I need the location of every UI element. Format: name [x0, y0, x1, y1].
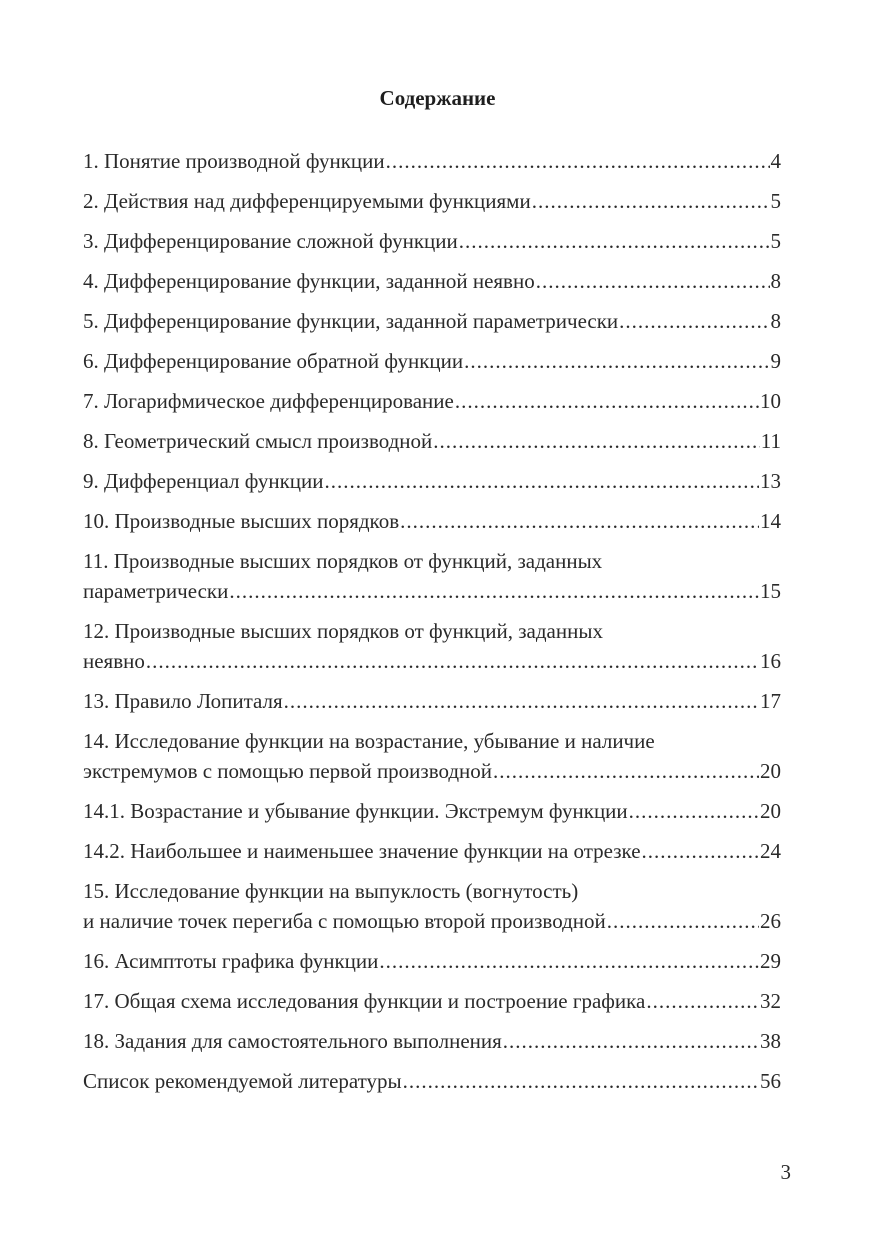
toc-entry-line — [83, 186, 781, 216]
toc-entry-line — [83, 546, 781, 576]
toc-entry[interactable] — [83, 386, 781, 416]
dot-leader — [284, 686, 759, 716]
toc-entry-page: 13 — [760, 469, 781, 493]
toc-entry[interactable] — [83, 146, 781, 176]
toc-entry-title: 9. Дифференциал функции — [83, 469, 324, 493]
toc-entry-title: 5. Дифференцирование функции, заданной параметрически — [83, 309, 619, 333]
dot-leader — [642, 836, 759, 866]
toc-entry[interactable] — [83, 1066, 781, 1096]
table-of-contents — [83, 146, 781, 1106]
toc-entry-page: 20 — [760, 759, 781, 783]
dot-leader — [629, 796, 759, 826]
toc-entry-page: 5 — [770, 189, 781, 213]
toc-entry-page: 29 — [760, 949, 781, 973]
toc-entry-title: 14. Исследование функции на возрастание, убывание и наличие — [83, 729, 655, 753]
toc-entry-page: 26 — [760, 909, 781, 933]
toc-entry-title: 8. Геометрический смысл производной — [83, 429, 433, 453]
toc-entry-line — [83, 796, 781, 826]
dot-leader — [459, 226, 770, 256]
toc-entry-line — [83, 986, 781, 1016]
toc-entry-line — [83, 836, 781, 866]
toc-entry-title: 1. Понятие производной функции — [83, 149, 385, 173]
toc-entry[interactable] — [83, 616, 781, 676]
dot-leader — [379, 946, 759, 976]
toc-entry-page: 24 — [760, 839, 781, 863]
toc-entry-line — [83, 946, 781, 976]
toc-entry-title: 16. Асимптоты графика функции — [83, 949, 379, 973]
toc-entry-line — [83, 616, 781, 646]
toc-entry-title: 13. Правило Лопиталя — [83, 689, 283, 713]
dot-leader — [455, 386, 759, 416]
toc-entry-line — [83, 1066, 781, 1096]
dot-leader — [493, 756, 759, 786]
toc-entry-title: 3. Дифференцирование сложной функции — [83, 229, 458, 253]
toc-entry[interactable] — [83, 466, 781, 496]
toc-entry[interactable] — [83, 876, 781, 936]
toc-entry-page: 14 — [760, 509, 781, 533]
toc-entry[interactable] — [83, 986, 781, 1016]
toc-entry-title: 12. Производные высших порядков от функций, заданных — [83, 619, 603, 643]
toc-entry[interactable] — [83, 226, 781, 256]
dot-leader — [403, 1066, 759, 1096]
toc-entry[interactable] — [83, 346, 781, 376]
toc-entry[interactable] — [83, 506, 781, 536]
toc-entry-page: 4 — [770, 149, 781, 173]
toc-entry-line — [83, 726, 781, 756]
toc-entry-line — [83, 426, 781, 456]
toc-entry-title: 18. Задания для самостоятельного выполнения — [83, 1029, 502, 1053]
toc-entry-line — [83, 146, 781, 176]
toc-entry-page: 16 — [760, 649, 781, 673]
toc-entry-page: 56 — [760, 1069, 781, 1093]
toc-entry-page: 15 — [760, 579, 781, 603]
toc-entry[interactable] — [83, 426, 781, 456]
toc-entry-line — [83, 906, 781, 936]
toc-entry-title: и наличие точек перегиба с помощью второй производной — [83, 909, 606, 933]
toc-entry-line — [83, 576, 781, 606]
toc-entry-page: 17 — [760, 689, 781, 713]
toc-entry-title: параметрически — [83, 579, 229, 603]
toc-entry[interactable] — [83, 726, 781, 786]
dot-leader — [464, 346, 769, 376]
toc-entry-page: 38 — [760, 1029, 781, 1053]
dot-leader — [503, 1026, 759, 1056]
toc-entry-line — [83, 1026, 781, 1056]
toc-entry-title: неявно — [83, 649, 145, 673]
dot-leader — [386, 146, 770, 176]
dot-leader — [607, 906, 759, 936]
toc-entry[interactable] — [83, 306, 781, 336]
toc-entry-page: 8 — [770, 269, 781, 293]
toc-entry-page: 20 — [760, 799, 781, 823]
dot-leader — [536, 266, 770, 296]
dot-leader — [619, 306, 769, 336]
toc-entry-title: 17. Общая схема исследования функции и построение графика — [83, 989, 646, 1013]
toc-entry-line — [83, 876, 781, 906]
toc-entry-title: 14.2. Наибольшее и наименьшее значение функции на отрезке — [83, 839, 641, 863]
toc-entry-line — [83, 226, 781, 256]
toc-entry-page: 8 — [770, 309, 781, 333]
dot-leader — [433, 426, 759, 456]
toc-entry-title: Список рекомендуемой литературы — [83, 1069, 402, 1093]
dot-leader — [325, 466, 760, 496]
toc-entry-title: 2. Действия над дифференцируемыми функциями — [83, 189, 531, 213]
toc-entry-title: 10. Производные высших порядков — [83, 509, 400, 533]
toc-entry-title: 6. Дифференцирование обратной функции — [83, 349, 464, 373]
toc-entry[interactable] — [83, 946, 781, 976]
toc-entry-line — [83, 346, 781, 376]
toc-entry-page: 11 — [760, 429, 781, 453]
toc-entry-line — [83, 266, 781, 296]
dot-leader — [532, 186, 770, 216]
toc-entry[interactable] — [83, 186, 781, 216]
toc-entry-line — [83, 686, 781, 716]
toc-entry-line — [83, 386, 781, 416]
toc-entry[interactable] — [83, 686, 781, 716]
toc-entry-title: 11. Производные высших порядков от функций, заданных — [83, 549, 603, 573]
dot-leader — [146, 646, 759, 676]
toc-entry-page: 5 — [770, 229, 781, 253]
toc-entry-title: 7. Логарифмическое дифференцирование — [83, 389, 454, 413]
toc-entry[interactable] — [83, 796, 781, 826]
dot-leader — [400, 506, 759, 536]
toc-entry-title: 4. Дифференцирование функции, заданной неявно — [83, 269, 535, 293]
dot-leader — [229, 576, 759, 606]
toc-entry-line — [83, 466, 781, 496]
toc-entry-line — [83, 756, 781, 786]
toc-entry-line — [83, 646, 781, 676]
toc-entry-title: 15. Исследование функции на выпуклость (вогнутость) — [83, 879, 579, 903]
toc-entry-page: 32 — [760, 989, 781, 1013]
toc-entry-page: 10 — [760, 389, 781, 413]
page-number: 3 — [780, 1160, 791, 1184]
toc-entry[interactable] — [83, 546, 781, 606]
toc-entry-title: экстремумов с помощью первой производной — [83, 759, 493, 783]
toc-entry-title: 14.1. Возрастание и убывание функции. Экстремум функции — [83, 799, 628, 823]
toc-entry-line — [83, 306, 781, 336]
dot-leader — [646, 986, 759, 1016]
toc-entry[interactable] — [83, 1026, 781, 1056]
toc-entry[interactable] — [83, 836, 781, 866]
toc-entry[interactable] — [83, 266, 781, 296]
page-title: Содержание — [379, 86, 496, 110]
toc-entry-line — [83, 506, 781, 536]
toc-entry-page: 9 — [770, 349, 781, 373]
